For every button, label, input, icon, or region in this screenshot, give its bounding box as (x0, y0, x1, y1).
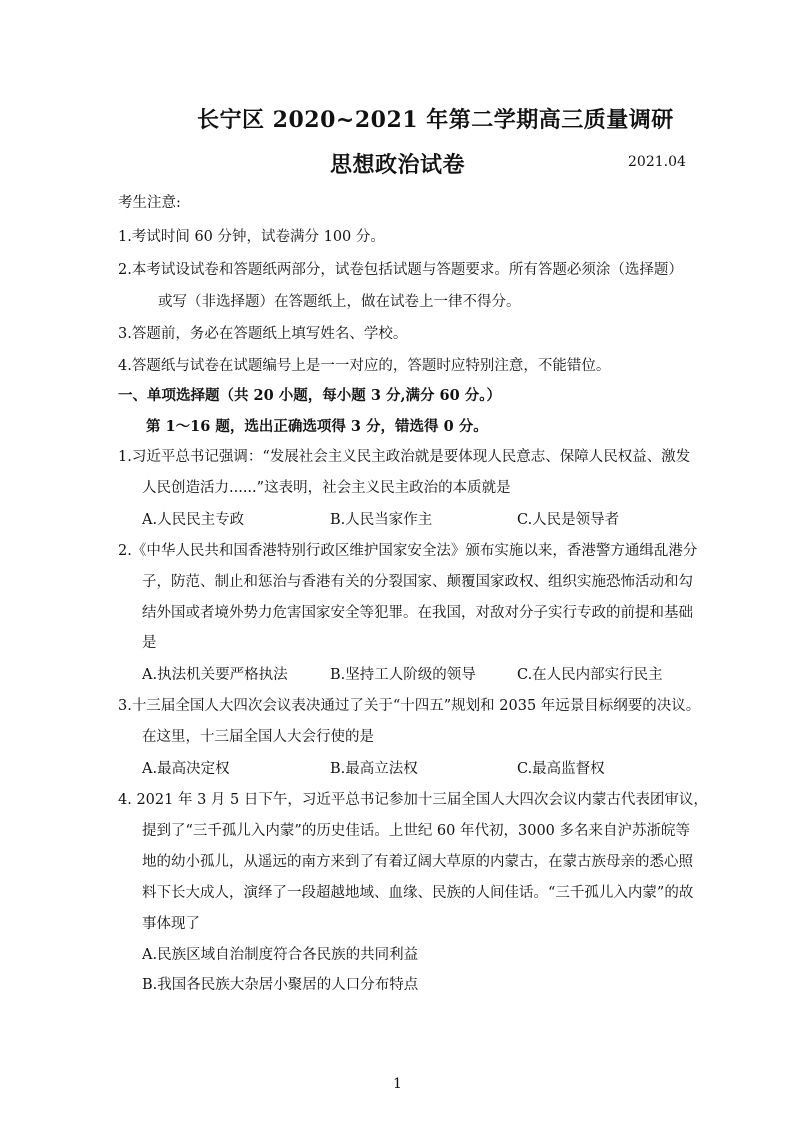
question-3-option-b: B.最高立法权 (330, 761, 418, 777)
question-2-line: 结外国或者境外势力危害国家安全等犯罪。在我国，对敌对分子实行专政的前提和基础 (142, 605, 693, 621)
notice-item: 4.答题纸与试卷在试题编号上是一一对应的，答题时应特别注意，不能错位。 (118, 358, 611, 374)
question-1-line: 1.习近平总书记强调：“发展社会主义民主政治就是要体现人民意志、保障人民权益、激发 (118, 449, 691, 465)
question-1-option-b: B.人民当家作主 (330, 512, 433, 528)
exam-date: 2021.04 (628, 154, 686, 170)
question-4-line: 事体现了 (142, 916, 200, 932)
question-1-option-c: C.人民是领导者 (517, 512, 620, 528)
question-2-option-c: C.在人民内部实行民主 (517, 667, 663, 683)
question-1-option-a: A.人民民主专政 (142, 512, 245, 528)
question-3-line: 在这里，十三届全国人大会行使的是 (142, 729, 374, 745)
question-3-option-a: A.最高决定权 (142, 761, 230, 777)
question-2-line: 是 (142, 635, 157, 651)
page-number: 1 (393, 1076, 402, 1092)
question-4-line: 料下长大成人，演绎了一段超越地域、血缘、民族的人间佳话。“三千孤儿入内蒙”的故 (142, 885, 694, 901)
question-1-line: 人民创造活力......”这表明，社会主义民主政治的本质就是 (142, 480, 511, 496)
question-4-option-b: B.我国各民族大杂居小聚居的人口分布特点 (142, 977, 419, 993)
section-title: 一、单项选择题（共 20 小题，每小题 3 分,满分 60 分。） (118, 387, 502, 404)
question-4-option-a: A.民族区域自治制度符合各民族的共同利益 (142, 947, 419, 963)
notice-item: 1.考试时间 60 分钟，试卷满分 100 分。 (118, 229, 385, 245)
notice-heading: 考生注意: (118, 195, 181, 211)
question-4-line: 地的幼小孤儿，从遥远的南方来到了有着辽阔大草原的内蒙古，在蒙古族母亲的悉心照 (142, 854, 693, 870)
notice-item: 2.本考试设试卷和答题纸两部分，试卷包括试题与答题要求。所有答题必须涂（选择题） (118, 262, 683, 278)
question-2-line: 子，防范、制止和惩治与香港有关的分裂国家、颠覆国家政权、组织实施恐怖活动和勾 (142, 574, 693, 590)
notice-item: 3.答题前，务必在答题纸上填写姓名、学校。 (118, 326, 408, 342)
exam-subject-title: 思想政治试卷 (330, 152, 466, 178)
section-subtitle: 第 1～16 题，选出正确选项得 3 分，错选得 0 分。 (146, 418, 488, 435)
question-3-line: 3.十三届全国人大四次会议表决通过了关于“十四五”规划和 2035 年远景目标纲要的决议。 (118, 698, 701, 714)
question-3-option-c: C.最高监督权 (517, 761, 605, 777)
question-2-line: 2.《中华人民共和国香港特别行政区维护国家安全法》颁布实施以来，香港警方通缉乱港分 (118, 543, 698, 559)
exam-title: 长宁区 2020~2021 年第二学期高三质量调研 (197, 107, 674, 133)
question-2-option-b: B.坚持工人阶级的领导 (330, 667, 476, 683)
question-4-line: 4. 2021 年 3 月 5 日下午，习近平总书记参加十三届全国人大四次会议内蒙古代表团审议， (118, 792, 708, 808)
question-4-line: 提到了“三千孤儿入内蒙”的历史佳话。上世纪 60 年代初，3000 多名来自沪苏浙皖等 (142, 823, 691, 839)
question-2-option-a: A.执法机关要严格执法 (142, 667, 288, 683)
notice-item: 或写（非选择题）在答题纸上，做在试卷上一律不得分。 (158, 294, 521, 310)
